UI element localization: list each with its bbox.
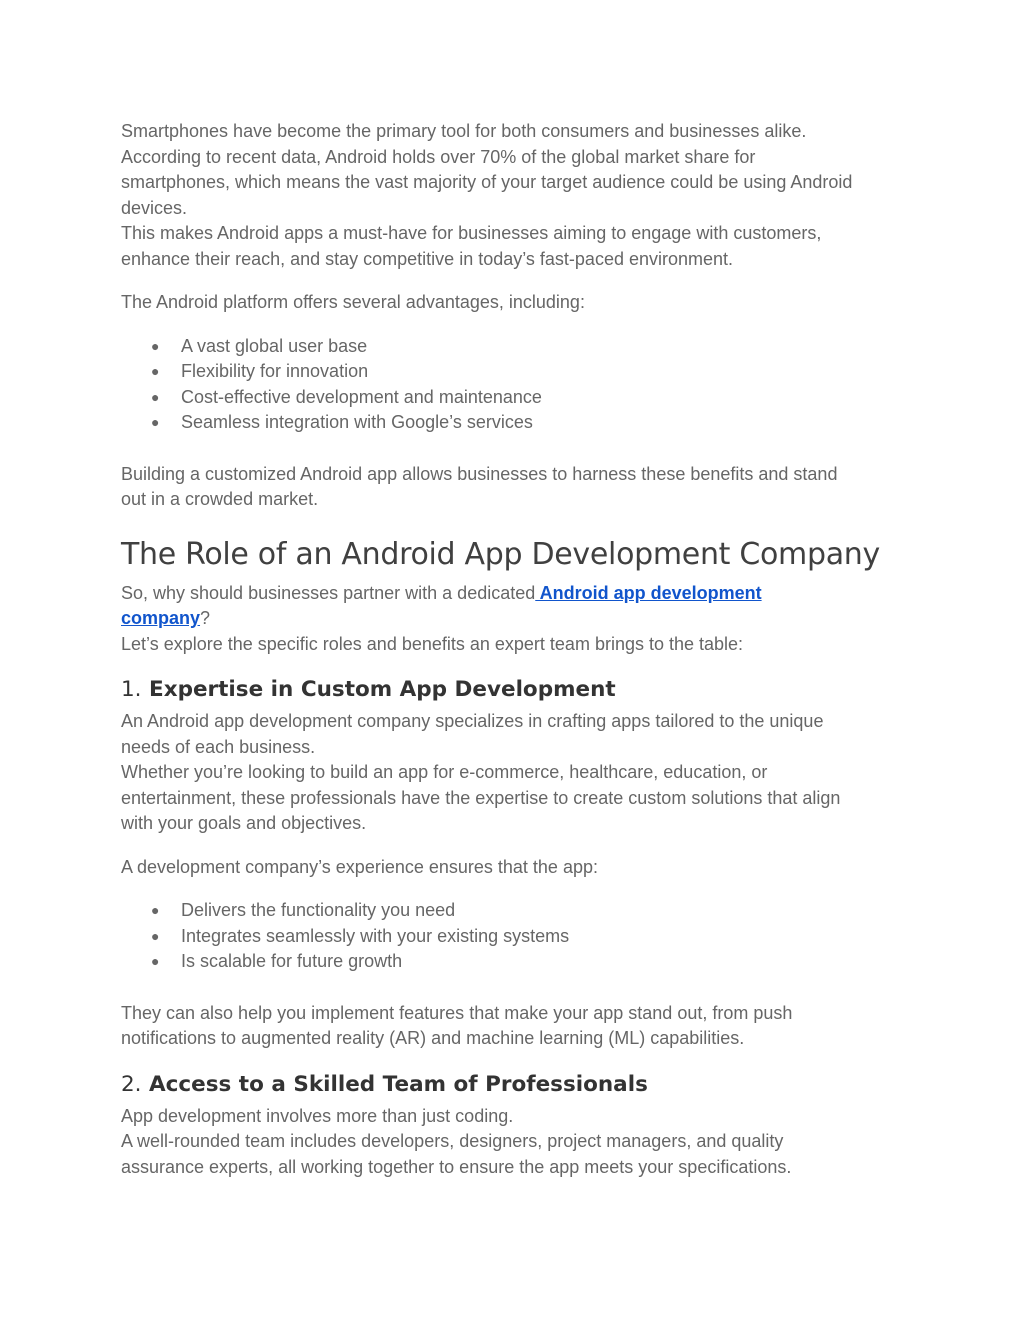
android-app-development-company-link[interactable]: Android app development company: [121, 582, 762, 628]
text-line: A well-rounded team includes developers, designers, project managers, and quality: [121, 1131, 784, 1151]
document-body: [121, 119, 911, 1180]
text-line: with your goals and objectives.: [121, 813, 367, 833]
text-line: notifications to augmented reality (AR) and machine learning (ML) capabilities.: [121, 1028, 745, 1048]
expertise-paragraph: [121, 709, 911, 837]
text-line: enhance their reach, and stay competitive in today’s fast-paced environment.: [121, 248, 734, 269]
bullet-icon: ●: [151, 363, 160, 379]
benefits-paragraph: [121, 462, 911, 513]
subheading-expertise: 1. Expertise in Custom App Development: [121, 677, 616, 702]
list-item: ● Seamless integration with Google’s services: [121, 410, 911, 436]
text-line: This makes Android apps a must-have for businesses aiming to engage with customers,: [121, 223, 822, 243]
features-paragraph: [121, 1001, 911, 1052]
text-line: needs of each business.: [121, 736, 316, 757]
subheading-skilled-team: 2. Access to a Skilled Team of Professionals: [121, 1071, 648, 1097]
bullet-icon: ●: [151, 388, 160, 405]
bullet-icon: ●: [151, 337, 160, 354]
list-item: ● A vast global user base: [121, 334, 911, 360]
app-qualities-list: [121, 898, 911, 975]
text-line: smartphones, which means the vast majority of your target audience could be using Android: [121, 172, 853, 192]
experience-intro: A development company’s experience ensures that the app:: [121, 856, 598, 877]
text-line: Smartphones have become the primary tool for both consumers and businesses alike.: [121, 121, 807, 141]
text-line: out in a crowded market.: [121, 489, 319, 509]
text-line: App development involves more than just coding.: [121, 1105, 514, 1126]
advantages-list: [121, 334, 911, 436]
text-line: An Android app development company specializes in crafting apps tailored to the unique: [121, 711, 824, 731]
list-item: ● Delivers the functionality you need: [121, 898, 911, 924]
bullet-icon: ●: [151, 927, 160, 944]
intro-paragraph: [121, 119, 911, 272]
list-item: ● Is scalable for future growth: [121, 949, 911, 975]
text-line: assurance experts, all working together to ensure the app meets your specifications.: [121, 1156, 792, 1177]
team-paragraph: [121, 1104, 911, 1181]
text-line: Building a customized Android app allows businesses to harness these benefits and stand: [121, 463, 838, 484]
partner-question: So, why should businesses partner with a dedicated Android app development company? Let’s explore the specific roles and benefits an expert team brings to the table:: [121, 582, 762, 654]
list-item: ● Cost-effective development and maintenance: [121, 385, 911, 411]
text-line: entertainment, these professionals have the expertise to create custom solutions that align: [121, 787, 841, 808]
text-line: Let’s explore the specific roles and benefits an expert team brings to the table:: [121, 633, 744, 654]
text-line: They can also help you implement features that make your app stand out, from push: [121, 1002, 793, 1023]
section-heading-role: The Role of an Android App Development Company: [121, 536, 880, 572]
bullet-icon: ●: [151, 953, 160, 969]
bullet-icon: ●: [151, 902, 160, 918]
advantages-intro: The Android platform offers several advantages, including:: [121, 292, 585, 312]
text-line: According to recent data, Android holds over 70% of the global market share for: [121, 146, 756, 167]
list-item: ● Flexibility for innovation: [121, 359, 911, 385]
bullet-icon: ●: [151, 414, 160, 430]
list-item: ● Integrates seamlessly with your existing systems: [121, 924, 911, 950]
text-line: devices.: [121, 197, 188, 218]
text-line: Whether you’re looking to build an app for e-commerce, healthcare, education, or: [121, 762, 768, 782]
